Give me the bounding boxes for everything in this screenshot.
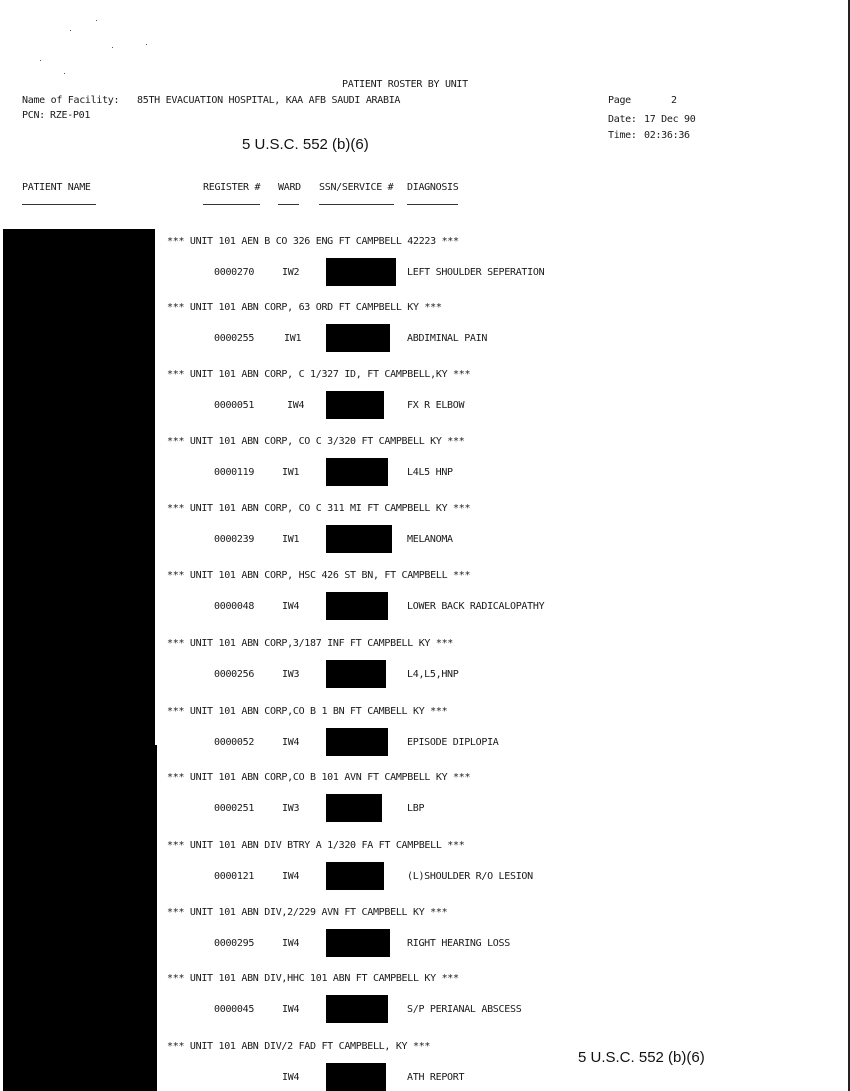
col-underline	[22, 204, 96, 205]
col-underline	[278, 204, 299, 205]
register-number: 0000270	[214, 267, 255, 278]
diagnosis: EPISODE DIPLOPIA	[407, 737, 499, 748]
diagnosis: L4L5 HNP	[407, 467, 453, 478]
report-title: PATIENT ROSTER BY UNIT	[342, 79, 468, 90]
register-number: 0000251	[214, 803, 255, 814]
col-underline	[407, 204, 458, 205]
register-number: 0000051	[214, 400, 255, 411]
col-ssn: SSN/SERVICE #	[319, 182, 394, 193]
register-number: 0000048	[214, 601, 255, 612]
scan-speck	[146, 44, 147, 45]
ssn-redaction	[326, 862, 384, 890]
ward: IW4	[282, 737, 300, 748]
unit-header: *** UNIT 101 ABN DIV/2 FAD FT CAMPBELL, KY ***	[167, 1041, 431, 1052]
patient-name-redaction	[3, 745, 157, 1091]
col-underline	[203, 204, 260, 205]
unit-header: *** UNIT 101 ABN DIV,2/229 AVN FT CAMPBELL KY ***	[167, 907, 448, 918]
exemption-stamp-bottom: 5 U.S.C. 552 (b)(6)	[578, 1049, 705, 1066]
pcn-label: PCN:	[22, 110, 45, 121]
register-number: 0000121	[214, 871, 255, 882]
diagnosis: LBP	[407, 803, 425, 814]
diagnosis: LOWER BACK RADICALOPATHY	[407, 601, 545, 612]
col-diagnosis: DIAGNOSIS	[407, 182, 459, 193]
date-value: 17 Dec 90	[644, 114, 696, 125]
unit-header: *** UNIT 101 ABN CORP, C 1/327 ID, FT CAMPBELL,KY ***	[167, 369, 471, 380]
ward: IW4	[282, 871, 300, 882]
diagnosis: RIGHT HEARING LOSS	[407, 938, 510, 949]
diagnosis: L4,L5,HNP	[407, 669, 459, 680]
scan-speck	[64, 73, 65, 74]
register-number: 0000239	[214, 534, 255, 545]
diagnosis: (L)SHOULDER R/O LESION	[407, 871, 533, 882]
ssn-redaction	[326, 995, 388, 1023]
ward: IW1	[282, 467, 300, 478]
time-value: 02:36:36	[644, 130, 690, 141]
ssn-redaction	[326, 592, 388, 620]
col-register: REGISTER #	[203, 182, 261, 193]
unit-header: *** UNIT 101 ABN CORP,3/187 INF FT CAMPBELL KY ***	[167, 638, 454, 649]
ssn-redaction	[326, 929, 390, 957]
register-number: 0000052	[214, 737, 255, 748]
col-underline	[319, 204, 394, 205]
unit-header: *** UNIT 101 ABN CORP, CO C 311 MI FT CAMPBELL KY ***	[167, 503, 471, 514]
ward: IW1	[284, 333, 302, 344]
ward: IW4	[282, 938, 300, 949]
unit-header: *** UNIT 101 ABN DIV BTRY A 1/320 FA FT CAMPBELL ***	[167, 840, 465, 851]
register-number: 0000295	[214, 938, 255, 949]
unit-header: *** UNIT 101 ABN CORP,CO B 101 AVN FT CAMPBELL KY ***	[167, 772, 471, 783]
col-patient-name: PATIENT NAME	[22, 182, 91, 193]
page-number: 2	[671, 95, 677, 106]
col-ward: WARD	[278, 182, 301, 193]
unit-header: *** UNIT 101 AEN B CO 326 ENG FT CAMPBELL 42223 ***	[167, 236, 459, 247]
ssn-redaction	[326, 660, 386, 688]
scan-speck	[40, 60, 41, 61]
ward: IW3	[282, 669, 300, 680]
ward: IW4	[282, 1004, 300, 1015]
register-number: 0000256	[214, 669, 255, 680]
unit-header: *** UNIT 101 ABN CORP, HSC 426 ST BN, FT CAMPBELL ***	[167, 570, 471, 581]
ssn-redaction	[326, 391, 384, 419]
facility-label: Name of Facility:	[22, 95, 120, 106]
diagnosis: LEFT SHOULDER SEPERATION	[407, 267, 545, 278]
pcn-value: RZE-P01	[50, 110, 91, 121]
scan-speck	[96, 20, 97, 21]
page-label: Page	[608, 95, 631, 106]
scan-speck	[70, 30, 71, 31]
patient-name-redaction	[3, 229, 155, 749]
diagnosis: MELANOMA	[407, 534, 453, 545]
register-number: 0000255	[214, 333, 255, 344]
diagnosis: ATH REPORT	[407, 1072, 465, 1083]
register-number: 0000045	[214, 1004, 255, 1015]
unit-header: *** UNIT 101 ABN CORP,CO B 1 BN FT CAMBELL KY ***	[167, 706, 448, 717]
register-number: 0000119	[214, 467, 255, 478]
unit-header: *** UNIT 101 ABN CORP, 63 ORD FT CAMPBELL KY ***	[167, 302, 442, 313]
ward: IW1	[282, 534, 300, 545]
ssn-redaction	[326, 258, 396, 286]
ssn-redaction	[326, 525, 392, 553]
ward: IW4	[282, 601, 300, 612]
ssn-redaction	[326, 1063, 386, 1091]
ward: IW4	[287, 400, 305, 411]
exemption-stamp-top: 5 U.S.C. 552 (b)(6)	[242, 136, 369, 153]
facility-name: 85TH EVACUATION HOSPITAL, KAA AFB SAUDI ARABIA	[137, 95, 401, 106]
ward: IW4	[282, 1072, 300, 1083]
ssn-redaction	[326, 728, 388, 756]
unit-header: *** UNIT 101 ABN DIV,HHC 101 ABN FT CAMPBELL KY ***	[167, 973, 459, 984]
ssn-redaction	[326, 458, 388, 486]
diagnosis: ABDIMINAL PAIN	[407, 333, 488, 344]
unit-header: *** UNIT 101 ABN CORP, CO C 3/320 FT CAMPBELL KY ***	[167, 436, 465, 447]
diagnosis: S/P PERIANAL ABSCESS	[407, 1004, 522, 1015]
ward: IW2	[282, 267, 300, 278]
scan-speck	[112, 47, 113, 48]
diagnosis: FX R ELBOW	[407, 400, 465, 411]
ssn-redaction	[326, 324, 390, 352]
ward: IW3	[282, 803, 300, 814]
date-label: Date:	[608, 114, 637, 125]
ssn-redaction	[326, 794, 382, 822]
time-label: Time:	[608, 130, 637, 141]
